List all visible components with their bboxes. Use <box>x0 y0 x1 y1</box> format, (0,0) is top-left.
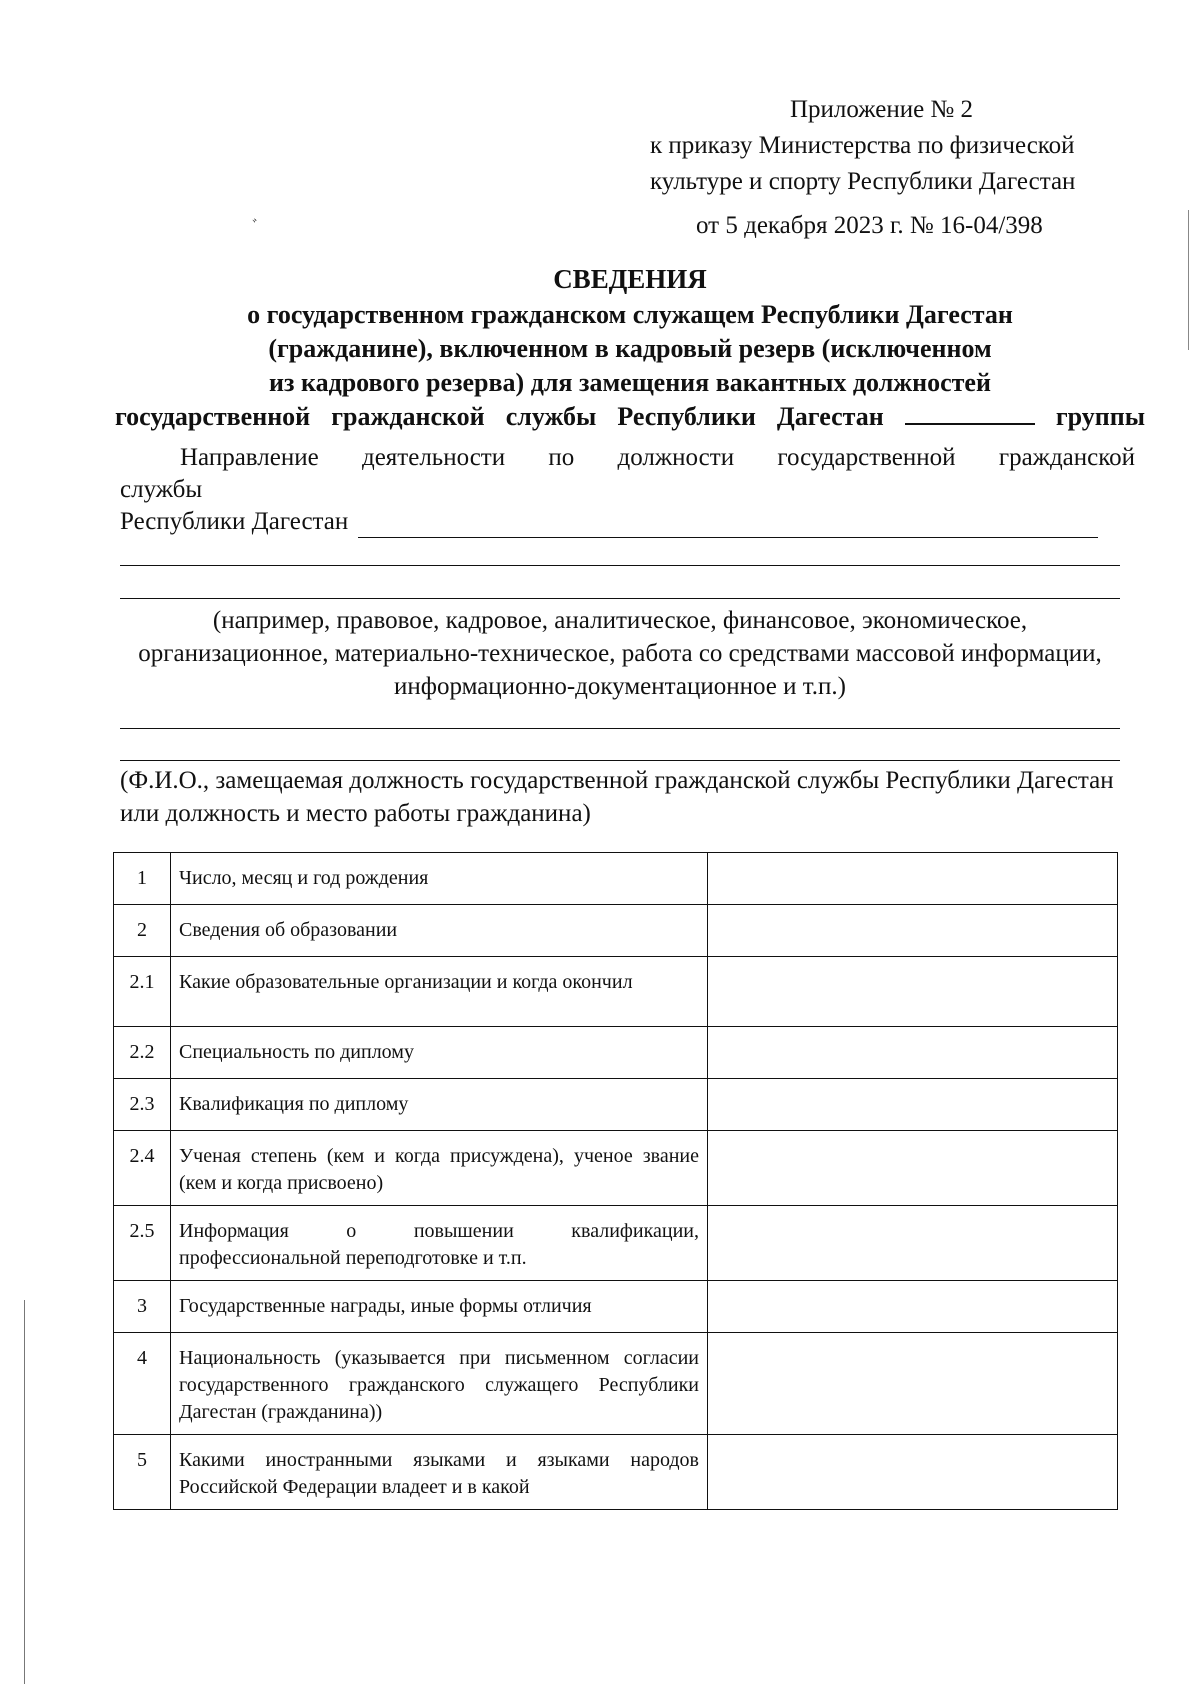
row-value-cell[interactable] <box>708 1027 1118 1079</box>
row-value-cell[interactable] <box>708 905 1118 957</box>
row-value-cell[interactable] <box>708 1206 1118 1281</box>
direction-blank-field[interactable] <box>358 515 1098 538</box>
appendix-number: Приложение № 2 <box>790 96 974 123</box>
table-row <box>114 1435 1118 1510</box>
row-number: 3 <box>114 1281 171 1333</box>
scan-speck: ﾞ <box>252 219 261 236</box>
group-blank-field[interactable] <box>905 401 1035 425</box>
table-row <box>114 1281 1118 1333</box>
scan-edge-right <box>1188 210 1189 350</box>
row-number: 2.2 <box>114 1027 171 1079</box>
row-number: 5 <box>114 1435 171 1510</box>
row-number: 2.4 <box>114 1131 171 1206</box>
appendix-header <box>650 92 1130 244</box>
row-label: Информация о повышении квалификации, профессиональной переподготовке и т.п. <box>171 1206 708 1281</box>
row-number: 2.1 <box>114 957 171 1027</box>
appendix-order-line: к приказу Министерства по физической <box>650 132 1075 159</box>
title-line-4-end: группы <box>1055 402 1145 431</box>
title-line-3: из кадрового резерва) для замещения вакантных должностей <box>269 368 991 397</box>
row-label: Сведения об образовании <box>171 905 708 957</box>
example-note: (например, правовое, кадровое, аналитическое, финансовое, экономическое, организационное, материально-техническое, работа со средствами массовой информации, информационно-документационное и т.п.) <box>138 607 1102 700</box>
row-value-cell[interactable] <box>708 1333 1118 1435</box>
table-row <box>114 905 1118 957</box>
row-label: Специальность по диплому <box>171 1027 708 1079</box>
row-value-cell[interactable] <box>708 1435 1118 1510</box>
row-label: Ученая степень (кем и когда присуждена), ученое звание (кем и когда присвоено) <box>171 1131 708 1206</box>
appendix-date-line: от 5 декабря 2023 г. № 16-04/398 <box>696 212 1043 239</box>
direction-line-3 <box>120 506 1135 538</box>
table-row <box>114 1333 1118 1435</box>
row-label: Число, месяц и год рождения <box>171 853 708 905</box>
title-heading: СВЕДЕНИЯ <box>553 264 707 294</box>
row-label: Какие образовательные организации и когда окончил <box>171 957 708 1027</box>
row-label: Государственные награды, иные формы отличия <box>171 1281 708 1333</box>
table-row <box>114 1027 1118 1079</box>
document-title <box>115 262 1145 434</box>
info-table <box>113 852 1118 1510</box>
direction-line-1: Направление деятельности по должности государственной гражданской <box>180 444 1135 471</box>
table-row <box>114 1206 1118 1281</box>
table-row <box>114 957 1118 1027</box>
row-number: 2 <box>114 905 171 957</box>
direction-line-2: службы <box>120 476 203 503</box>
row-value-cell[interactable] <box>708 957 1118 1027</box>
title-line-4 <box>115 400 1145 434</box>
fio-note: (Ф.И.О., замещаемая должность государственной гражданской службы Республики Дагестан или должность и место работы гражданина) <box>120 767 1114 827</box>
fio-blank-line-2[interactable] <box>120 760 1120 761</box>
fio-blank-line-1[interactable] <box>120 728 1120 729</box>
row-number: 2.3 <box>114 1079 171 1131</box>
title-line-4-start: государственной гражданской службы Республики Дагестан <box>115 402 884 431</box>
direction-section <box>120 442 1135 538</box>
row-number: 4 <box>114 1333 171 1435</box>
scan-edge-left <box>24 1300 25 1684</box>
table-row <box>114 853 1118 905</box>
direction-line-3-label: Республики Дагестан <box>120 508 349 535</box>
row-value-cell[interactable] <box>708 1079 1118 1131</box>
appendix-ministry-line: культуре и спорту Республики Дагестан <box>650 168 1076 195</box>
title-line-1: о государственном гражданском служащем Республики Дагестан <box>247 300 1013 329</box>
row-value-cell[interactable] <box>708 853 1118 905</box>
row-label: Квалификация по диплому <box>171 1079 708 1131</box>
row-label: Национальность (указывается при письменном согласии государственного гражданского служащего Республики Дагестан (гражданина)) <box>171 1333 708 1435</box>
row-value-cell[interactable] <box>708 1131 1118 1206</box>
row-label: Какими иностранными языками и языками народов Российской Федерации владеет и в какой <box>171 1435 708 1510</box>
direction-blank-line-3[interactable] <box>120 598 1120 599</box>
row-number: 2.5 <box>114 1206 171 1281</box>
row-number: 1 <box>114 853 171 905</box>
direction-blank-line-2[interactable] <box>120 565 1120 566</box>
table-row <box>114 1131 1118 1206</box>
table-row <box>114 1079 1118 1131</box>
row-value-cell[interactable] <box>708 1281 1118 1333</box>
title-line-2: (гражданине), включенном в кадровый резерв (исключенном <box>268 334 992 363</box>
